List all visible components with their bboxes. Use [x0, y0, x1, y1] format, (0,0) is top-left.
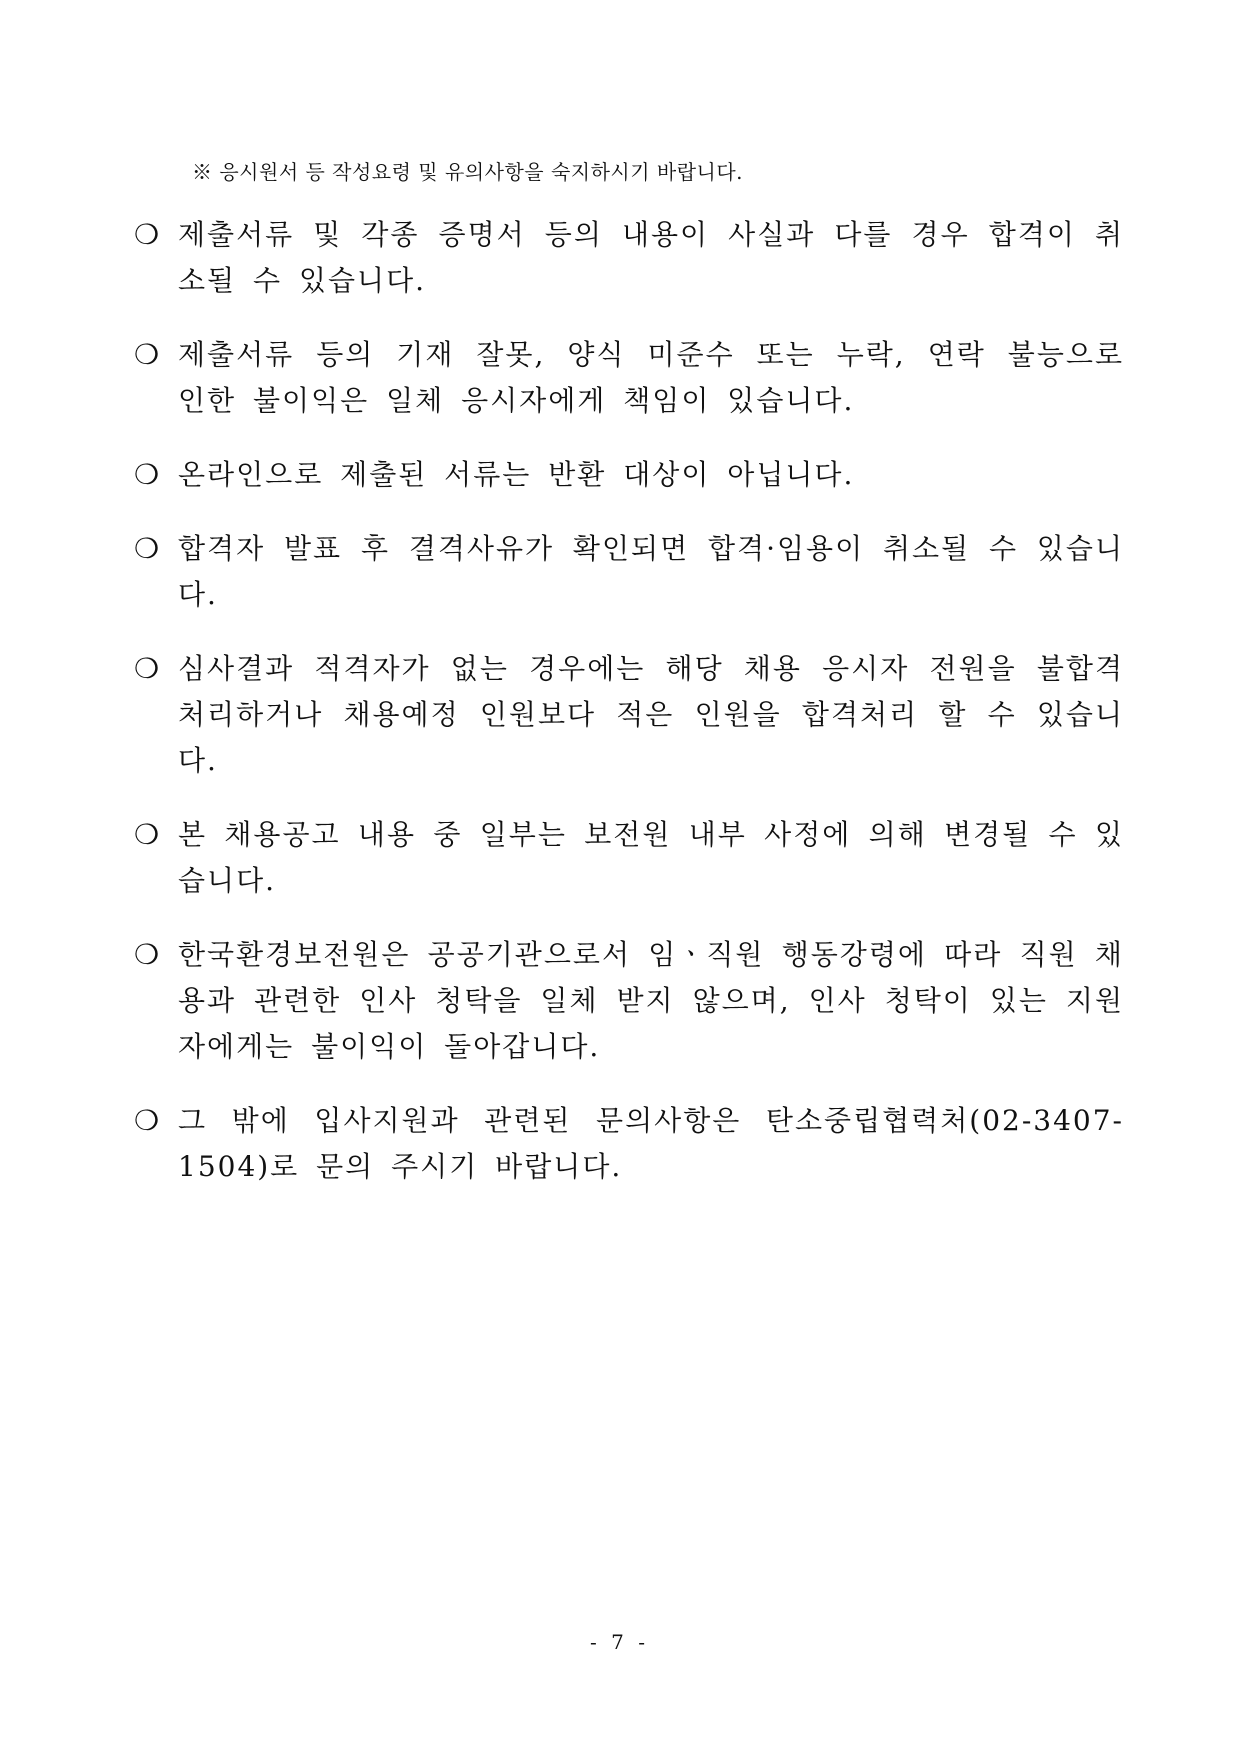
notice-list: [134, 212, 1124, 1218]
list-item: [134, 1098, 1124, 1190]
list-item-text: 제출서류 등의 기재 잘못, 양식 미준수 또는 누락, 연락 불능으로 인한 불이익은 일체 응시자에게 책임이 있습니다.: [178, 338, 1124, 417]
list-item: [134, 452, 1124, 498]
circle-bullet-icon: ❍: [134, 458, 160, 491]
list-item: [134, 812, 1124, 904]
circle-bullet-icon: ❍: [134, 818, 160, 851]
circle-bullet-icon: ❍: [134, 652, 160, 685]
list-item: [134, 646, 1124, 784]
list-item-text: 온라인으로 제출된 서류는 반환 대상이 아닙니다.: [178, 458, 855, 491]
circle-bullet-icon: ❍: [134, 938, 160, 971]
list-item: [134, 212, 1124, 304]
instruction-note: ※ 응시원서 등 작성요령 및 유의사항을 숙지하시기 바랍니다.: [192, 160, 744, 184]
circle-bullet-icon: ❍: [134, 218, 160, 251]
list-item-text: 제출서류 및 각종 증명서 등의 내용이 사실과 다를 경우 합격이 취소될 수 있습니다.: [178, 218, 1124, 297]
list-item-text: 한국환경보전원은 공공기관으로서 임ㆍ직원 행동강령에 따라 직원 채용과 관련한 인사 청탁을 일체 받지 않으며, 인사 청탁이 있는 지원자에게는 불이익이 돌아갑니다.: [178, 938, 1124, 1063]
list-item: [134, 332, 1124, 424]
list-item-text: 본 채용공고 내용 중 일부는 보전원 내부 사정에 의해 변경될 수 있습니다.: [178, 818, 1124, 897]
list-item-text: 그 밖에 입사지원과 관련된 문의사항은 탄소중립협력처(02-3407-1504)로 문의 주시기 바랍니다.: [178, 1104, 1124, 1183]
list-item: [134, 932, 1124, 1070]
list-item-text: 합격자 발표 후 결격사유가 확인되면 합격·임용이 취소될 수 있습니다.: [178, 532, 1124, 611]
page-number: - 7 -: [590, 1630, 649, 1654]
circle-bullet-icon: ❍: [134, 1104, 160, 1137]
circle-bullet-icon: ❍: [134, 338, 160, 371]
list-item: [134, 526, 1124, 618]
list-item-text: 심사결과 적격자가 없는 경우에는 해당 채용 응시자 전원을 불합격 처리하거나 채용예정 인원보다 적은 인원을 합격처리 할 수 있습니다.: [178, 652, 1124, 777]
circle-bullet-icon: ❍: [134, 532, 160, 565]
